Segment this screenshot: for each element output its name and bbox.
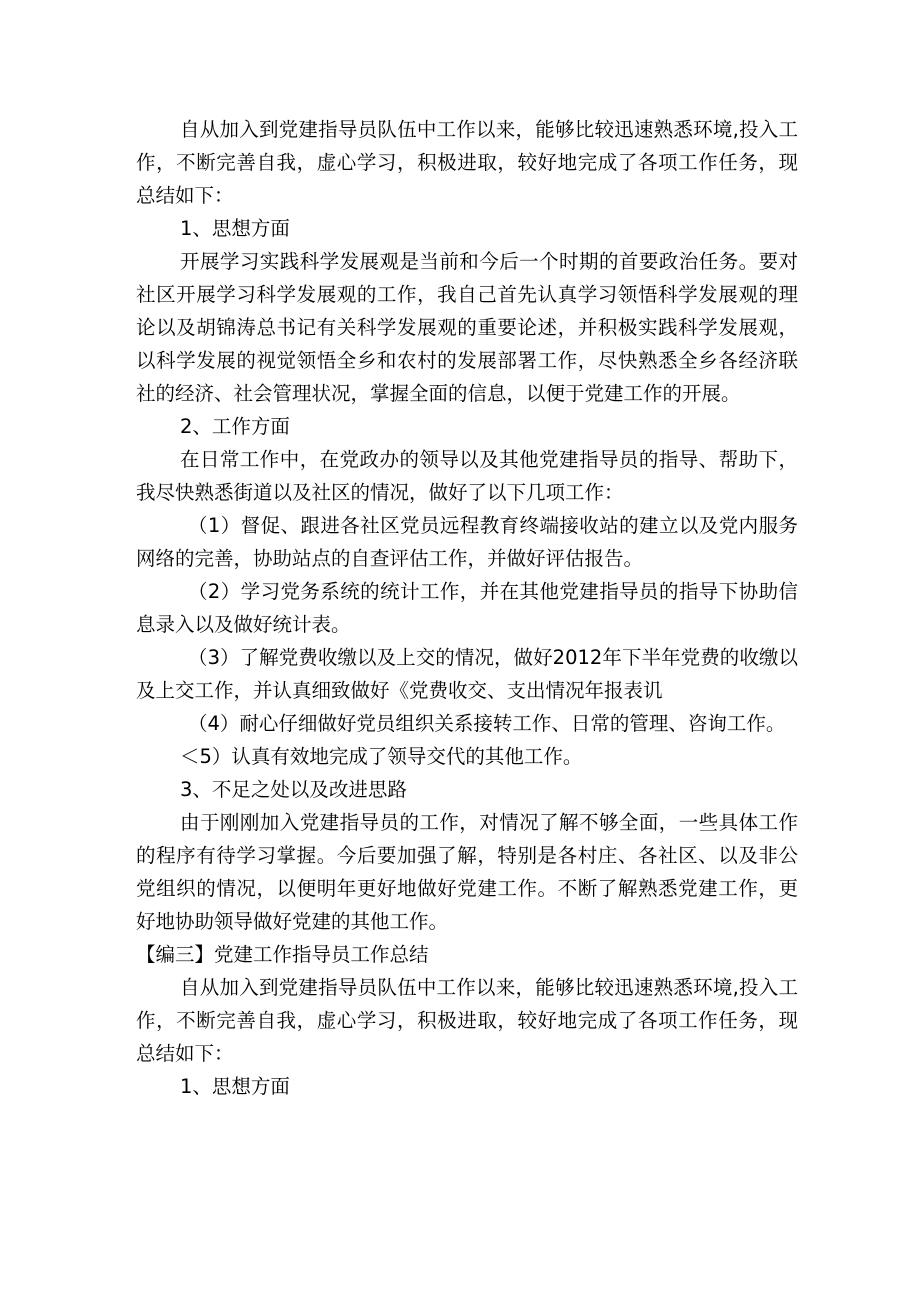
work-item-4: （4）耐心仔细做好党员组织关系接转工作、日常的管理、咨询工作。 bbox=[188, 712, 786, 735]
work-item-1: （1）督促、跟进各社区党员远程教育终端接收站的建立以及党内服务网络的完善，协助站点的自查评估工作，并做好评估报告。 bbox=[136, 514, 798, 570]
intro-paragraph: 自从加入到党建指导员队伍中工作以来，能够比较迅速熟悉环境,投入工作，不断完善自我，虚心学习，积极进取，较好地完成了各项工作任务，现总结如下： bbox=[136, 118, 798, 207]
work-item-5: ＜5）认真有效地完成了领导交代的其他工作。 bbox=[180, 745, 583, 768]
heading-shortcomings: 3、不足之处以及改进思路 bbox=[180, 778, 407, 801]
intro-paragraph-2: 自从加入到党建指导员队伍中工作以来，能够比较迅速熟悉环境,投入工作，不断完善自我，虚心学习，积极进取，较好地完成了各项工作任务，现总结如下： bbox=[136, 976, 798, 1065]
work-item-2: （2）学习党务系统的统计工作，并在其他党建指导员的指导下协助信息录入以及做好统计表。 bbox=[136, 580, 798, 636]
heading-work: 2、工作方面 bbox=[180, 415, 290, 438]
heading-thought: 1、思想方面 bbox=[180, 217, 290, 240]
thought-paragraph: 开展学习实践科学发展观是当前和今后一个时期的首要政治任务。要对社区开展学习科学发展观的工作，我自己首先认真学习领悟科学发展观的理论以及胡锦涛总书记有关科学发展观的重要论述，并积极实践科学发展观，以科学发展的视觉领悟全乡和农村的发展部署工作，尽快熟悉全乡各经济联社的经济、社会管理状况，掌握全面的信息，以便于党建工作的开展。 bbox=[136, 250, 798, 405]
work-paragraph: 在日常工作中，在党政办的领导以及其他党建指导员的指导、帮助下，我尽快熟悉街道以及社区的情况，做好了以下几项工作： bbox=[136, 448, 798, 504]
shortcomings-paragraph: 由于刚刚加入党建指导员的工作，对情况了解不够全面，一些具体工作的程序有待学习掌握。今后要加强了解，特别是各村庄、各社区、以及非公党组织的情况，以便明年更好地做好党建工作。不断了解熟悉党建工作，更好地协助领导做好党建的其他工作。 bbox=[136, 811, 798, 933]
document-page bbox=[136, 113, 798, 1103]
work-item-3: （3）了解党费收缴以及上交的情况，做好2012年下半年党费的收缴以及上交工作，并认真细致做好《党费收交、支出情况年报表讥 bbox=[136, 646, 798, 702]
heading-thought-2: 1、思想方面 bbox=[180, 1075, 290, 1098]
section-title: 【编三】党建工作指导员工作总结 bbox=[136, 943, 429, 966]
